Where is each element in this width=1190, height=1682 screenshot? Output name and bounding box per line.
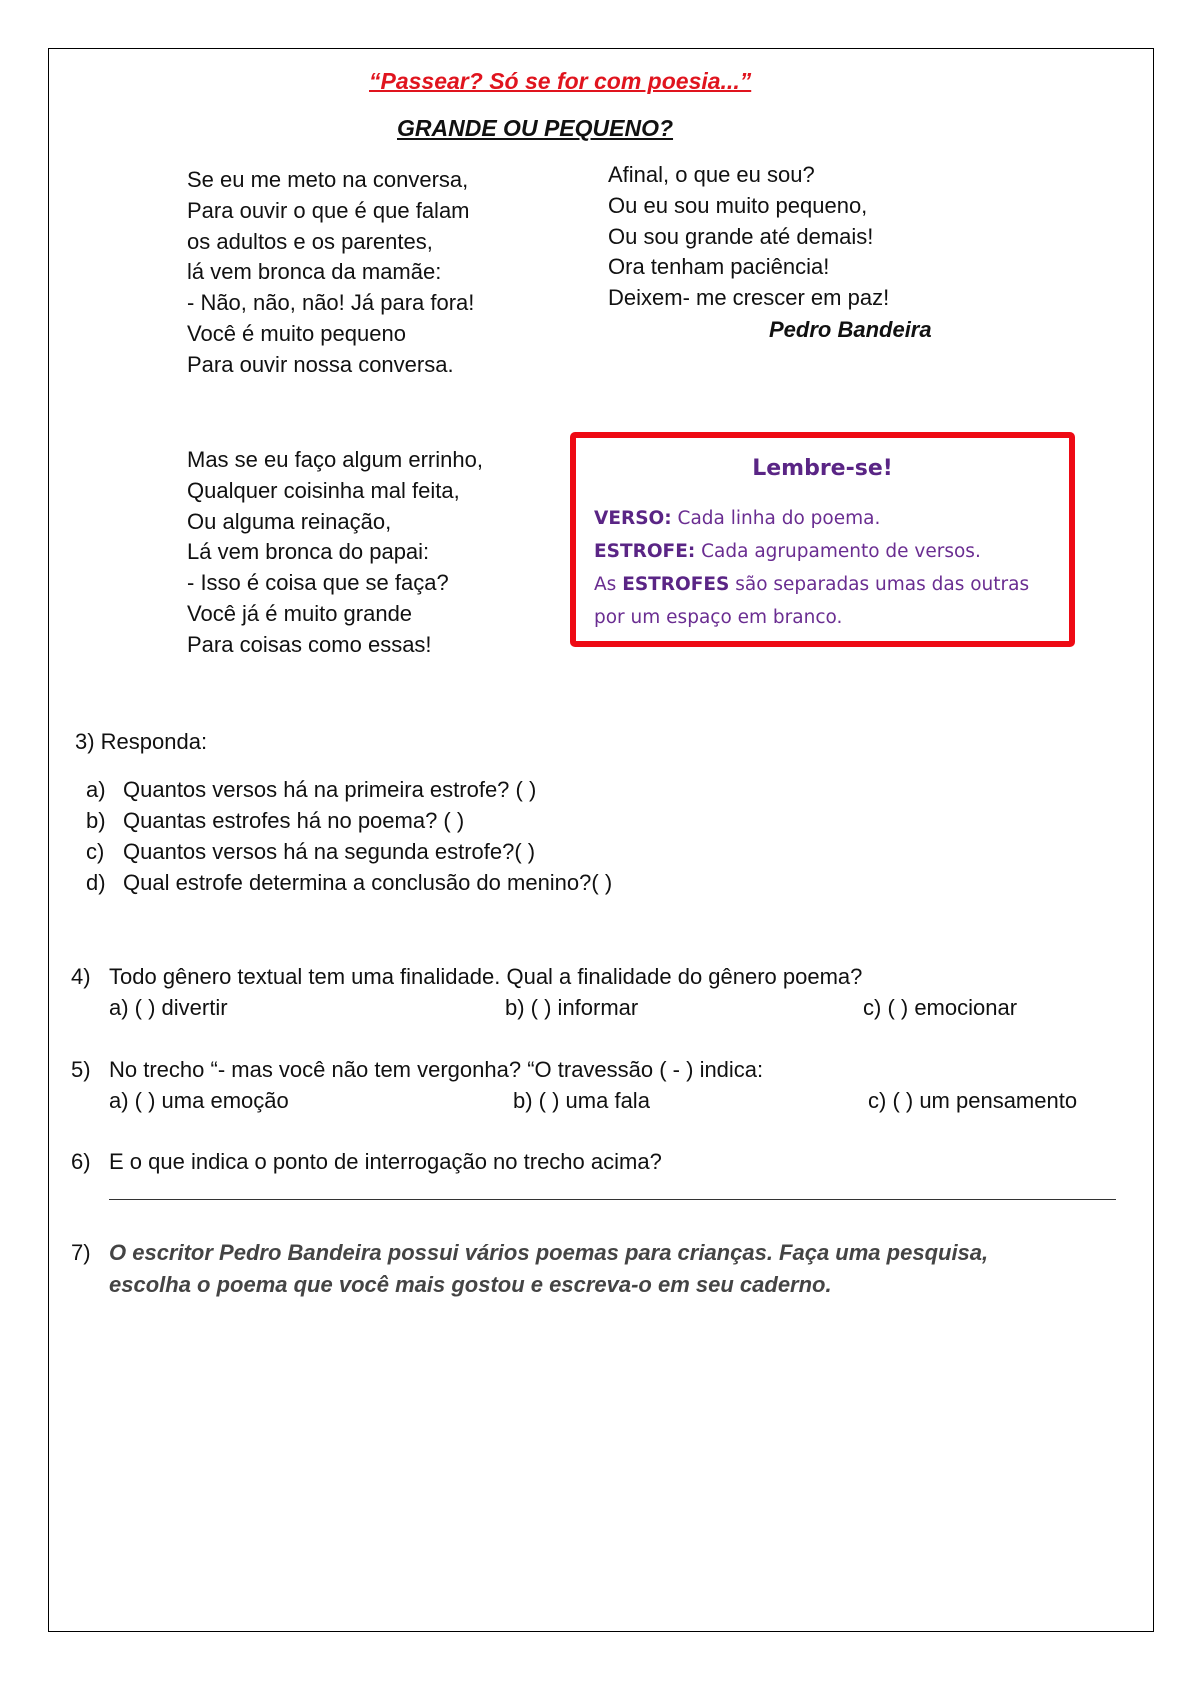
verse: Você é muito pequeno — [187, 320, 406, 346]
verse: Ou alguma reinação, — [187, 508, 392, 534]
verse: Para coisas como essas! — [187, 631, 432, 657]
q3-letter-b: b) — [86, 808, 106, 833]
q4-option-c[interactable]: c) ( ) emocionar — [863, 995, 1018, 1020]
q6-text: E o que indica o ponto de interrogação no trecho acima? — [109, 1149, 662, 1174]
stanza-1 — [187, 165, 474, 381]
text: são separadas umas das outras — [729, 574, 1030, 595]
q7-number: 7) — [71, 1240, 91, 1265]
q5-option-a[interactable]: a) ( ) uma emoção — [109, 1088, 289, 1113]
q5-text: No trecho “- mas você não tem vergonha? “O travessão ( - ) indica: — [109, 1057, 764, 1082]
text: As — [594, 574, 623, 595]
verso-definition — [594, 508, 880, 529]
verse: Lá vem bronca do papai: — [187, 539, 430, 565]
remember-box — [570, 432, 1075, 647]
q5-number: 5) — [71, 1057, 91, 1082]
verse: Mas se eu faço algum errinho, — [187, 447, 483, 472]
q4-text: Todo gênero textual tem uma finalidade. Qual a finalidade do gênero poema? — [109, 964, 863, 989]
q4-option-b[interactable]: b) ( ) informar — [505, 995, 639, 1020]
estrofe-definition — [594, 541, 981, 562]
term: ESTROFE: — [594, 541, 696, 562]
verse: Se eu me meto na conversa, — [187, 167, 469, 192]
q6-number: 6) — [71, 1149, 91, 1174]
remember-heading: Lembre-se! — [752, 456, 893, 481]
q5-option-c[interactable]: c) ( ) um pensamento — [868, 1088, 1078, 1113]
q7-text-line1: O escritor Pedro Bandeira possui vários poemas para crianças. Faça uma pesquisa, — [109, 1240, 989, 1265]
q4-number: 4) — [71, 964, 91, 989]
verse: Ou eu sou muito pequeno, — [608, 192, 868, 218]
verse: Deixem- me crescer em paz! — [608, 285, 890, 311]
estrofes-note-line2: por um espaço em branco. — [594, 607, 843, 628]
definition: Cada agrupamento de versos. — [695, 541, 981, 562]
verse: Para ouvir nossa conversa. — [187, 351, 454, 377]
verse: Ora tenham paciência! — [608, 254, 830, 280]
q6-answer-line[interactable] — [109, 1199, 1116, 1200]
q5-option-b[interactable]: b) ( ) uma fala — [513, 1088, 650, 1113]
verse: Para ouvir o que é que falam — [187, 197, 470, 223]
term: ESTROFES — [622, 574, 730, 595]
q3-letter-d: d) — [86, 870, 106, 895]
q3-letter-c: c) — [86, 839, 105, 864]
estrofes-note — [594, 574, 1029, 595]
term: VERSO: — [594, 508, 672, 529]
verse: - Isso é coisa que se faça? — [187, 570, 449, 596]
verse: Afinal, o que eu sou? — [608, 162, 815, 187]
poem-title: GRANDE OU PEQUENO? — [397, 115, 674, 141]
verse: Ou sou grande até demais! — [608, 223, 874, 249]
question-3-label: 3) Responda: — [75, 729, 208, 754]
q3-item-a: Quantos versos há na primeira estrofe? ( ) — [123, 777, 537, 802]
q3-item-d: Qual estrofe determina a conclusão do menino?( ) — [123, 870, 613, 895]
verse: Qualquer coisinha mal feita, — [187, 477, 460, 503]
q3-letter-a: a) — [86, 777, 106, 802]
stanza-3 — [608, 160, 889, 314]
q7-text-line2: escolha o poema que você mais gostou e escreva-o em seu caderno. — [109, 1272, 832, 1297]
q3-item-b: Quantas estrofes há no poema? ( ) — [123, 808, 465, 833]
verse: os adultos e os parentes, — [187, 228, 433, 254]
definition: Cada linha do poema. — [671, 508, 881, 529]
q3-item-c: Quantos versos há na segunda estrofe?( ) — [123, 839, 536, 864]
stanza-2 — [187, 445, 483, 661]
q4-option-a[interactable]: a) ( ) divertir — [109, 995, 228, 1020]
poem-author: Pedro Bandeira — [769, 317, 932, 342]
verse: lá vem bronca da mamãe: — [187, 259, 442, 285]
verse: Você já é muito grande — [187, 600, 413, 626]
verse: - Não, não, não! Já para fora! — [187, 290, 475, 316]
worksheet-title: “Passear? Só se for com poesia...” — [369, 68, 752, 94]
